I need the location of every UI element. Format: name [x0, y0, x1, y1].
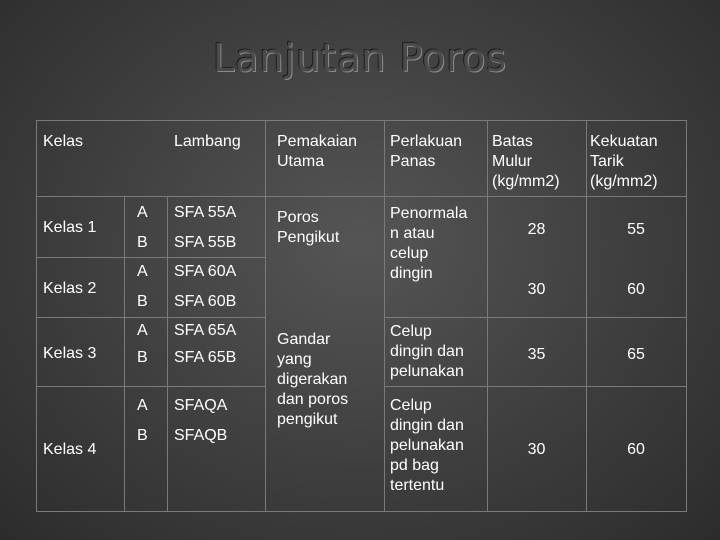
- header-kekuatan-tarik: Kekuatan Tarik (kg/mm2): [590, 133, 658, 190]
- table-border-top: [36, 120, 687, 121]
- yield-value: 28: [527, 221, 546, 238]
- usage-text: Gandar yang digerakan dan poros pengikut: [277, 331, 349, 428]
- usage-text: Poros Pengikut: [277, 209, 340, 246]
- header-divider: [36, 196, 687, 197]
- class-label: Kelas 3: [43, 345, 97, 362]
- treatment-text: Celup dingin dan pelunakan: [390, 323, 464, 380]
- table-border-bottom: [36, 511, 687, 512]
- symbol-code: SFAQA: [174, 397, 228, 414]
- grade-letter: A: [137, 397, 148, 414]
- row-divider: [36, 257, 265, 258]
- shaft-table: [36, 120, 687, 512]
- tensile-value: 55: [627, 221, 645, 238]
- grade-letter: A: [137, 263, 148, 280]
- row-divider: [36, 386, 265, 387]
- class-label: Kelas 4: [43, 441, 97, 458]
- symbol-code: SFA 55B: [174, 234, 237, 251]
- col-divider: [124, 196, 125, 512]
- header-perlakuan-panas: Perlakuan Panas: [390, 133, 463, 170]
- col-divider: [265, 120, 266, 512]
- row-divider: [384, 317, 687, 318]
- treatment-text: Penormala n atau celup dingin: [390, 205, 468, 282]
- header-lambang: Lambang: [174, 133, 241, 150]
- class-label: Kelas 2: [43, 280, 97, 297]
- yield-value: 30: [527, 281, 546, 298]
- class-label: Kelas 1: [43, 219, 97, 236]
- table-border-right: [686, 120, 687, 512]
- symbol-code: SFA 60A: [174, 263, 237, 280]
- table-border-left: [36, 120, 37, 512]
- tensile-value: 60: [627, 441, 645, 458]
- row-divider: [36, 317, 265, 318]
- grade-letter: B: [137, 293, 148, 310]
- symbol-code: SFA 60B: [174, 293, 237, 310]
- tensile-value: 60: [627, 281, 645, 298]
- yield-value: 30: [527, 441, 546, 458]
- symbol-code: SFA 55A: [174, 204, 237, 221]
- slide-title: Lanjutan Poros: [212, 36, 508, 80]
- col-divider: [167, 196, 168, 512]
- symbol-code: SFA 65B: [174, 349, 237, 366]
- grade-letter: B: [137, 427, 148, 444]
- grade-letter: A: [137, 322, 148, 339]
- col-divider: [384, 120, 385, 512]
- symbol-code: SFAQB: [174, 427, 228, 444]
- header-batas-mulur: Batas Mulur (kg/mm2): [492, 133, 560, 190]
- header-pemakaian-utama: Pemakaian Utama: [277, 133, 358, 170]
- grade-letter: B: [137, 234, 148, 251]
- grade-letter: B: [137, 349, 148, 366]
- header-kelas: Kelas: [43, 133, 84, 150]
- treatment-text: Celup dingin dan pelunakan pd bag tertentu: [390, 397, 464, 494]
- grade-letter: A: [137, 204, 148, 221]
- symbol-code: SFA 65A: [174, 322, 237, 339]
- yield-value: 35: [527, 346, 546, 363]
- row-divider: [384, 386, 687, 387]
- tensile-value: 65: [627, 346, 645, 363]
